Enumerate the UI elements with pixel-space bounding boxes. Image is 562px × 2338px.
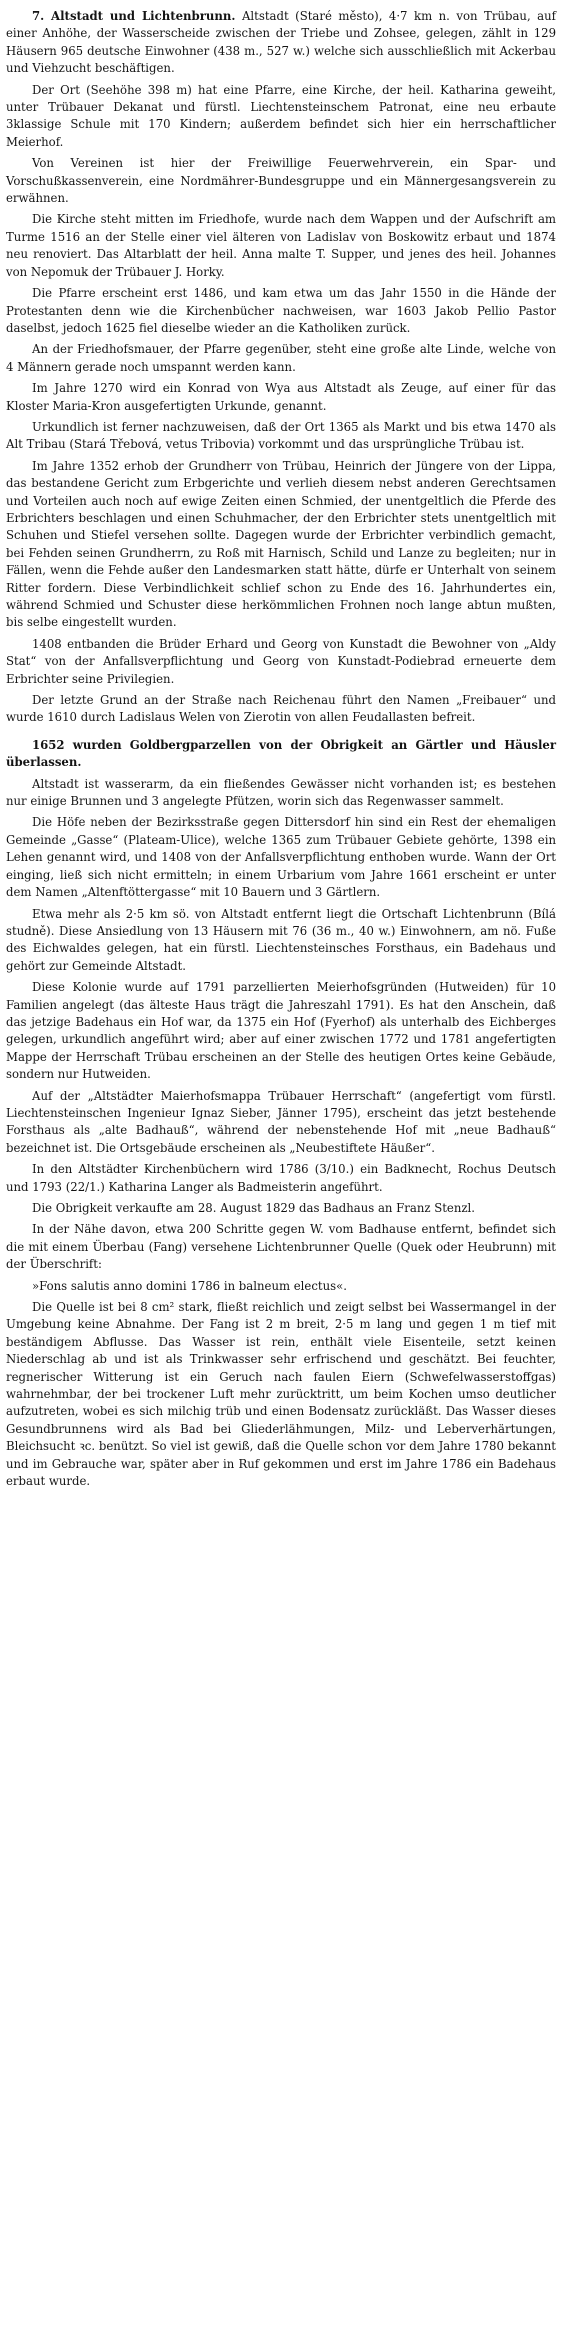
paragraph: Die Pfarre erscheint erst 1486, und kam etwa um das Jahr 1550 in die Hände der Protestanten denn wie die Kirchenbücher nachweisen, war 1603 Jakob Pellio Pastor daselbst, jedoch 1625 fiel dieselbe wieder an die Katholiken zurück. (6, 286, 556, 335)
paragraph: Altstadt ist wasserarm, da ein fließendes Gewässer nicht vorhanden ist; es bestehen nur einige Brunnen und 3 angelegte Pfützen, worin sich das Regenwasser sammelt. (6, 776, 556, 809)
paragraph: Diese Kolonie wurde auf 1791 parzellierten Meierhofsgründen (Hutweiden) für 10 Familien angelegt (das älteste Haus trägt die Jahreszahl 1791). Es hat den Anschein, daß das jetzige Badehaus ein Hof war, da 1375 ein Hof (Fyerhof) als unterhalb des Eichberges gelegen, urkundlich angeführt wird; aber auf einer zwischen 1772 und 1781 angefertigten Mappe der Herrschaft Trübau erscheinen an der Stelle des heutigen Ortes keine Gebäude, sondern nur Hutweiden. (6, 980, 556, 1082)
paragraph: Der Ort (Seehöhe 398 m) hat eine Pfarre, eine Kirche, der heil. Katharina geweiht, unter Trübauer Dekanat und fürstl. Liechtensteinschem Patronat, eine neu erbaute 3klassige Schule mit 170 Kindern; außerdem befindet sich hier ein herrschaftlicher Meierhof. (6, 82, 556, 149)
paragraph: Etwa mehr als 2·5 km sö. von Altstadt entfernt liegt die Ortschaft Lichtenbrunn (Bílá studně). Diese Ansiedlung von 13 Häusern mit 76 (36 m., 40 w.) Einwohnern, am nö. Fuße des Eichwaldes gelegen, hat ein fürstl. Liechtensteinsches Forsthaus, ein Badehaus und gehört zur Gemeinde Altstadt. (6, 906, 556, 973)
paragraph: Von Vereinen ist hier der Freiwillige Feuerwehrverein, ein Spar- und Vorschußkassenverein, eine Nordmährer-Bundesgruppe und ein Männergesangsverein zu erwähnen. (6, 156, 556, 206)
paragraph: An der Friedhofsmauer, der Pfarre gegenüber, steht eine große alte Linde, welche von 4 Männern gerade noch umspannt werden kann. (6, 342, 556, 374)
paragraph: 1408 entbanden die Brüder Erhard und Georg von Kunstadt die Bewohner von „Aldy Stat“ von der Anfallsverpflichtung und Georg von Kunstadt-Podiebrad erneuerte dem Erbrichter seine Privilegien. (6, 636, 556, 686)
paragraph: Die Kirche steht mitten im Friedhofe, wurde nach dem Wappen und der Aufschrift am Turme 1516 an der Stelle einer viel älteren von Ladislav von Boskowitz erbaut und 1874 neu renoviert. Das Altarblatt der heil. Anna malte T. Supper, und jenes des heil. Johannes von Nepomuk der Trübauer J. Horky. (6, 212, 556, 279)
paragraph-bold: 1652 wurden Goldbergparzellen von der Obrigkeit an Gärtler und Häusler überlassen. (6, 737, 556, 770)
intro-paragraph (6, 8, 556, 78)
paragraph: Im Jahre 1270 wird ein Konrad von Wya aus Altstadt als Zeuge, auf einer für das Kloster Maria-Kron ausgefertigten Urkunde, genannt. (6, 381, 556, 413)
paragraph-text: Altstadt (Staré město), 4·7 km n. von Trübau, auf einer Anhöhe, der Wasserscheide zwischen der Triebe und Zohsee, gelegen, zählt in 129 Häusern 965 deutsche Einwohner (438 m., 527 w.) welche sich ausschließlich mit Ackerbau und Viehzucht beschäftigen. (6, 9, 556, 76)
section-heading: 7. Altstadt und Lichtenbrunn. (32, 9, 236, 23)
paragraph: Der letzte Grund an der Straße nach Reichenau führt den Namen „Freibauer“ und wurde 1610 durch Ladislaus Welen von Zierotin von allen Feudallasten befreit. (6, 693, 556, 725)
paragraph: Auf der „Altstädter Maierhofsmappa Trübauer Herrschaft“ (angefertigt vom fürstl. Liechtensteinschen Ingenieur Ignaz Sieber, Jänner 1795), erscheint das jetzt bestehende Forsthaus als „alte Badhauß“, während der nebenstehende Hof mit „neue Badhauß“ bezeichnet ist. Die Ortsgebäude erscheinen als „Neubestiftete Häußer“. (6, 1088, 556, 1155)
inscription: »Fons salutis anno domini 1786 in balneum electus«. (32, 1278, 347, 1293)
paragraph: In der Nähe davon, etwa 200 Schritte gegen W. vom Badhause entfernt, befindet sich die mit einem Überbau (Fang) versehene Lichtenbrunner Quelle (Quek oder Heubrunn) mit der Überschrift: (6, 1222, 556, 1272)
paragraph: Im Jahre 1352 erhob der Grundherr von Trübau, Heinrich der Jüngere von der Lippa, das bestandene Gericht zum Erbgerichte und verlieh diesem nebst anderen Gerechtsamen und Vorteilen auch noch auf ewige Zeiten einen Schmied, der unentgeltlich die Pferde des Erbrichters beschlagen und einen Schuhmacher, der den Erbrichter stets unentgeltlich mit Schuhen und Stiefel versehen sollte. Dagegen wurde der Erbrichter verbindlich gemacht, bei Fehden seinen Grundherrn, zu Roß mit Harnisch, Schild und Lanze zu begleiten; nur in Fällen, wenn die Fehde außer den Landesmarken statt hätte, dürfe er Unterhalt von seinem Ritter fordern. Diese Verbindlichkeit schlief schon zu Ende des 16. Jahrhundertes ein, während Schmied und Schuster diese herkömmlichen Frohnen noch lange abtun mußten, bis selbe eingestellt wurden. (6, 458, 556, 630)
paragraph: In den Altstädter Kirchenbüchern wird 1786 (3/10.) ein Badknecht, Rochus Deutsch und 1793 (22/1.) Katharina Langer als Badmeisterin angeführt. (6, 1162, 556, 1194)
paragraph: Die Quelle ist bei 8 cm² stark, fließt reichlich und zeigt selbst bei Wassermangel in der Umgebung keine Abnahme. Der Fang ist 2 m breit, 2·5 m lang und gegen 1 m tief mit beständigem Abflusse. Das Wasser ist rein, enthält viele Eisenteile, setzt keinen Niederschlag ab und ist als Trinkwasser sehr erfrischend und geschätzt. Bei feuchter, regnerischer Witterung ist ein Geruch nach faulen Eiern (Schwefelwasserstoffgas) wahrnehmbar, der bei trockener Luft mehr zurücktritt, um beim Kochen umso deutlicher aufzutreten, wobei es sich milchig trüb und einen Bodensatz zurückläßt. Das Wasser dieses Gesundbrunnens wird als Bad bei Gliederlähmungen, Milz- und Leberverhärtungen, Bleichsucht ꝛc. benützt. So viel ist gewiß, daß die Quelle schon vor dem Jahre 1780 bekannt und im Gebrauche war, später aber in Ruf gekommen und erst im Jahre 1786 ein Badehaus erbaut wurde. (6, 1300, 556, 1489)
paragraph: Urkundlich ist ferner nachzuweisen, daß der Ort 1365 als Markt und bis etwa 1470 als Alt Tribau (Stará Třebová, vetus Tribovia) vorkommt und das ursprüngliche Trübau ist. (6, 419, 556, 452)
paragraph: Die Obrigkeit verkaufte am 28. August 1829 das Badhaus an Franz Stenzl. (32, 1201, 475, 1215)
paragraph: Die Höfe neben der Bezirksstraße gegen Dittersdorf hin sind ein Rest der ehemaligen Gemeinde „Gasse“ (Plateam-Ulice), welche 1365 zum Trübauer Gebiete gehörte, 1398 ein Lehen genannt wird, und 1408 von der Anfallsverpflichtung enthoben wurde. Wann der Ort einging, ließ sich nicht ermitteln; in einem Urbarium vom Jahre 1661 erscheint er unter dem Namen „Altenftöttergasse“ mit 10 Bauern und 3 Gärtlern. (6, 815, 556, 900)
